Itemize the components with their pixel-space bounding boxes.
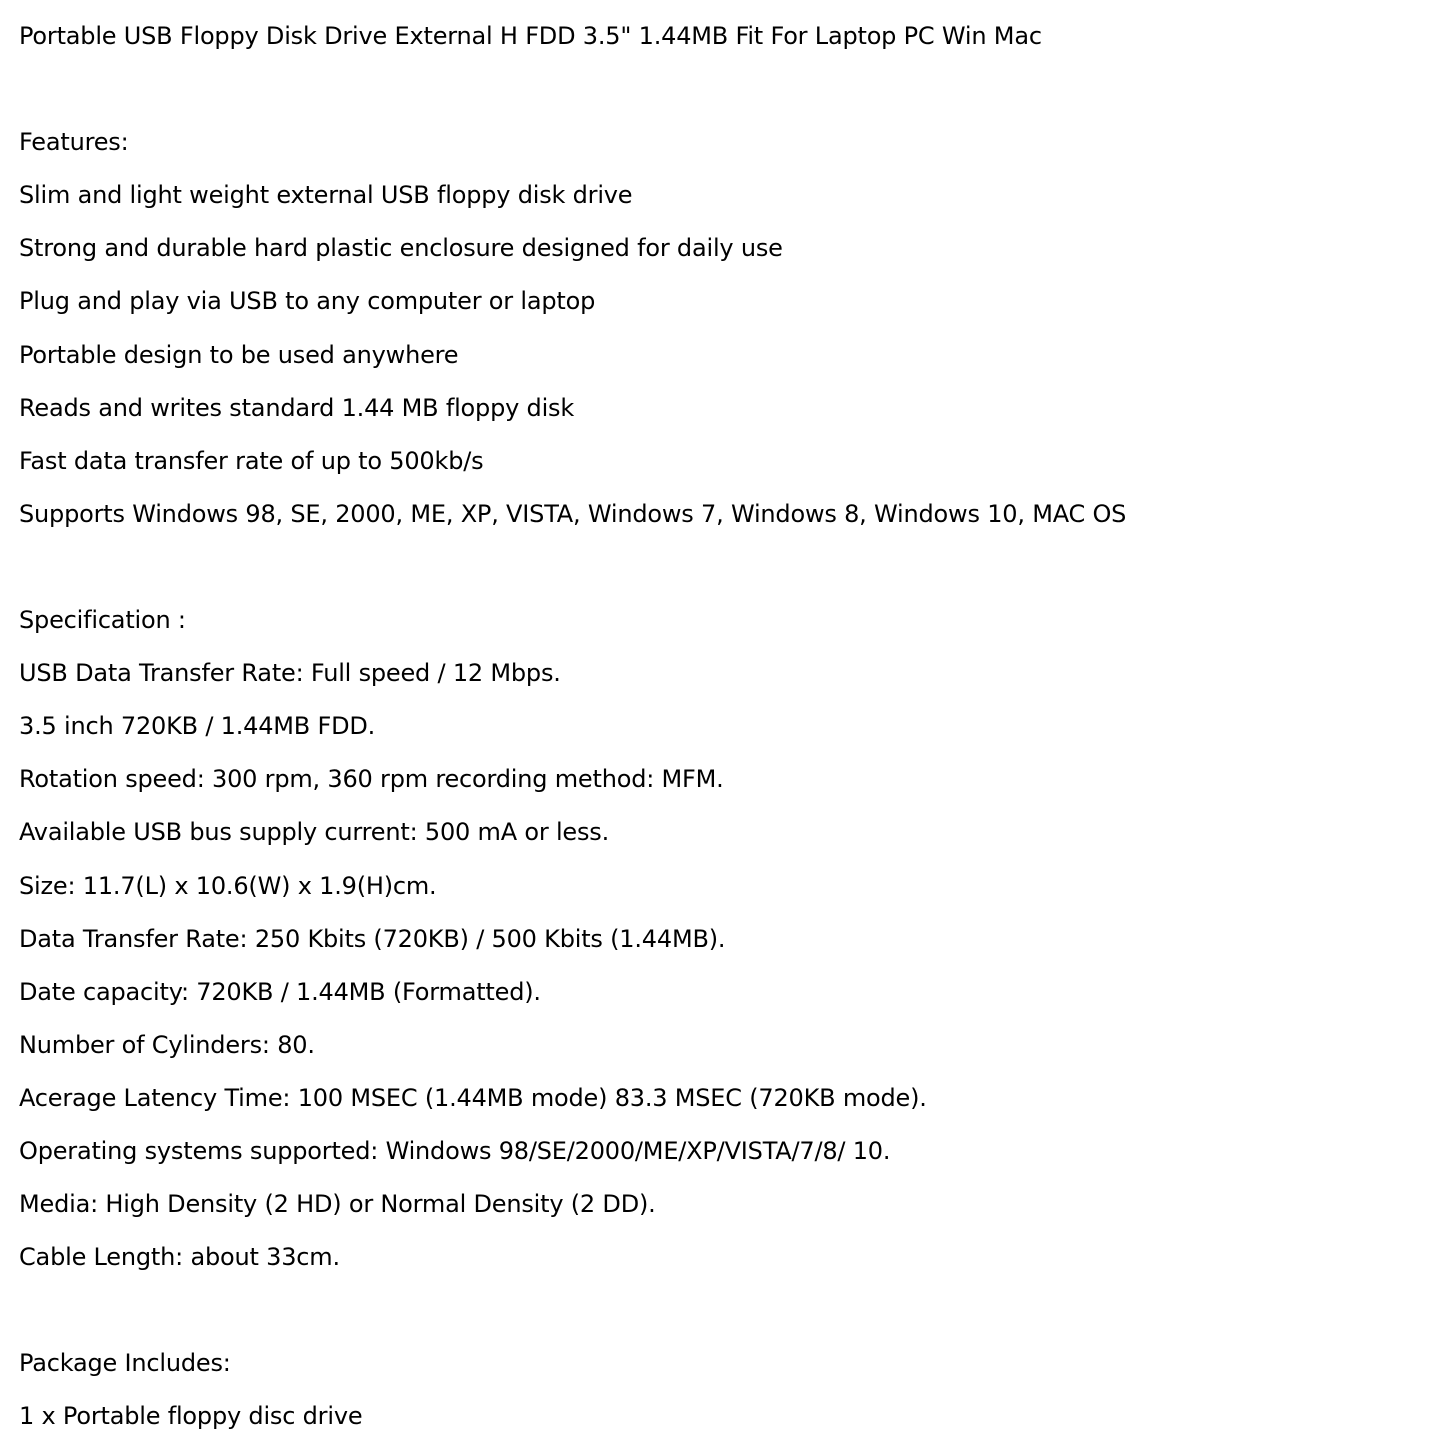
- spec-item: Size: 11.7(L) x 10.6(W) x 1.9(H)cm.: [19, 871, 437, 900]
- spacer: [19, 63, 1419, 116]
- feature-item: Portable design to be used anywhere: [19, 340, 459, 369]
- features-heading: Features:: [19, 128, 129, 157]
- spacer: [19, 1284, 1419, 1337]
- feature-item: Strong and durable hard plastic enclosure designed for daily use: [19, 234, 783, 263]
- product-description: [19, 10, 1419, 1444]
- feature-item: Slim and light weight external USB floppy disk drive: [19, 181, 633, 210]
- spec-item: Media: High Density (2 HD) or Normal Density (2 DD).: [19, 1190, 656, 1219]
- spec-item: Acerage Latency Time: 100 MSEC (1.44MB mode) 83.3 MSEC (720KB mode).: [19, 1083, 927, 1112]
- feature-item: Fast data transfer rate of up to 500kb/s: [19, 446, 484, 475]
- feature-item: Plug and play via USB to any computer or laptop: [19, 287, 596, 316]
- spec-item: Data Transfer Rate: 250 Kbits (720KB) / 500 Kbits (1.44MB).: [19, 924, 726, 953]
- spec-item: Rotation speed: 300 rpm, 360 rpm recording method: MFM.: [19, 765, 724, 794]
- spec-item: Number of Cylinders: 80.: [19, 1030, 315, 1059]
- feature-item: Reads and writes standard 1.44 MB floppy disk: [19, 393, 575, 422]
- spec-item: USB Data Transfer Rate: Full speed / 12 Mbps.: [19, 659, 561, 688]
- product-title: Portable USB Floppy Disk Drive External H FDD 3.5" 1.44MB Fit For Laptop PC Win Mac: [19, 22, 1042, 50]
- feature-item: Supports Windows 98, SE, 2000, ME, XP, VISTA, Windows 7, Windows 8, Windows 10, MAC OS: [19, 499, 1127, 528]
- spec-item: Available USB bus supply current: 500 mA or less.: [19, 818, 610, 847]
- spec-item: Cable Length: about 33cm.: [19, 1243, 340, 1272]
- spacer: [19, 541, 1419, 594]
- package-item: 1 x Portable floppy disc drive: [19, 1402, 363, 1431]
- package-heading: Package Includes:: [19, 1349, 231, 1378]
- spec-item: 3.5 inch 720KB / 1.44MB FDD.: [19, 712, 376, 741]
- spec-item: Operating systems supported: Windows 98/SE/2000/ME/XP/VISTA/7/8/ 10.: [19, 1136, 891, 1165]
- specification-heading: Specification :: [19, 606, 186, 635]
- spec-item: Date capacity: 720KB / 1.44MB (Formatted).: [19, 977, 541, 1006]
